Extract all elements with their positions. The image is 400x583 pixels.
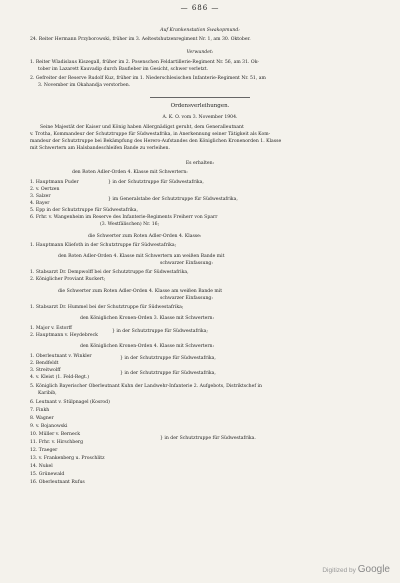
brace-note: } in der Schutztruppe für Südwestafrika,: [120, 371, 216, 376]
list-item: 5. Epp in der Schutztruppe für Südwestafrika,: [30, 208, 139, 213]
list-item: 6. Leutnant v. Stülpnagel (Kosrod): [30, 400, 110, 405]
heading-roter-adler-band-sub: schwarzer Einfassung:: [160, 261, 213, 266]
entry-24: 24. Reiter Hermann Przyborowski, früher im 3. Aeltestshutzenregiment Nr. 1, am 30. Oktober.: [30, 37, 251, 42]
brace-note: } im Generalstabe der Schutztruppe für Südwestafrika,: [108, 197, 238, 202]
list-item: 14. Nukel: [30, 464, 53, 469]
list-item-cont: (3. Westfälischen) Nr. 16;: [100, 222, 160, 227]
list-item: 7. Finkh: [30, 408, 50, 413]
list-item: 5. Königlich Bayerischer Oberleutnant Kuhn der Landwehr-Infanterie 2. Aufgebots, Distriktschef in: [30, 384, 262, 389]
es-erhalten: Es erhalten:: [185, 161, 215, 166]
list-item: 2. v. Oertzen: [30, 187, 60, 192]
list-item: 3. Streitwolff: [30, 368, 61, 373]
list-item: 3. Salzer: [30, 194, 51, 199]
section-heading-krankenstation: Auf Krankenstation Swakopmund:: [160, 28, 240, 33]
list-item: 13. v. Frankenberg u. Proschlitz: [30, 456, 105, 461]
list-item: 16. Oberleutnant Rufus: [30, 480, 85, 485]
heading-krone-4: den Königlichen Kronen-Orden 4. Klasse mit Schwertern:: [80, 344, 215, 349]
brace-note: } in der Schutztruppe für Südwestafrika.: [160, 436, 256, 441]
list-item: 2. Bendfeldt: [30, 361, 59, 366]
heading-roter-adler-band: den Roten Adler-Orden 4. Klasse mit Schwertern am weißen Bande mit: [58, 254, 225, 259]
list-item: 4. Bayer: [30, 201, 50, 206]
google-logo: Google: [357, 564, 390, 575]
list-item: 2. Königlicher Proviant Ruckert;: [30, 277, 106, 282]
list-item: 4. v. Kleist (1. Feld-Regt.): [30, 375, 90, 380]
heading-schwerter-band: die Schwerter zum Roten Adler-Orden 4. Klasse am weißen Bande mit: [58, 289, 223, 294]
heading-roter-adler-4: den Roten Adler-Orden 4. Klasse mit Schwertern:: [72, 170, 188, 175]
page-number: — 686 —: [180, 4, 220, 12]
date-line: A. K. O. vom 3. November 1904.: [162, 115, 238, 120]
intro-line-3: mandeur der Schutztruppe bei Bekämpfung des Herero-Aufstandes den Königlichen Kronenorden 1. Klasse: [30, 139, 282, 144]
intro-line-2: v. Trotha, Kommandeur der Schutztruppe für Südwestafrika, in Anerkennung seiner Tätigkeit als Kom-: [30, 132, 271, 137]
entry-w2: 2. Gefreiter der Reserve Rudolf Kuz, früher im 1. Niederschlesischen Infanterie-Regiment Nr. 51, am: [30, 76, 266, 81]
list-item: 1. Oberleutnant v. Winkler: [30, 354, 92, 359]
list-item: 8. Wagner: [30, 416, 54, 421]
list-item: 1. Hauptmann Kliefoth in der Schutztruppe für Südwestafrika;: [30, 243, 177, 248]
list-item: 12. Traeger: [30, 448, 58, 453]
digitized-by-watermark: [322, 564, 390, 575]
intro-line-1: Seine Majestät der Kaiser und König haben Allergnädigst geruht, dem Generalleutnant: [40, 125, 244, 130]
section-heading-verwundet: Verwundet:: [186, 50, 214, 55]
list-item: 15. Grünewald: [30, 472, 65, 477]
brace-note: } in der Schutztruppe für Südwestafrika;: [112, 329, 208, 334]
list-item: 1. Hauptmann Puder: [30, 180, 79, 185]
heading-schwerter-band-sub: schwarzer Einfassung:: [160, 296, 213, 301]
list-item: 1. Major v. Estorff: [30, 326, 72, 331]
intro-line-4: mit Schwertern am Halsbandeschleifen Bande zu verleihen.: [30, 146, 170, 151]
brace-note: } in der Schutztruppe für Südwestafrika,: [108, 180, 204, 185]
brace-note: } in der Schutztruppe für Südwestafrika,: [120, 356, 216, 361]
heading-krone-3: den Königlichen Kronen-Orden 3. Klasse mit Schwertern:: [80, 316, 215, 321]
list-item: 9. v. Bojanowski: [30, 424, 68, 429]
entry-w1-cont: tober im Lazarett Kauvadip durch Baufieber im Gesicht, schwer verletzt.: [38, 67, 209, 72]
entry-w2-cont: 3. November im Okahandja verstorben.: [38, 83, 131, 88]
ordens-title: Ordensverleihungen.: [170, 103, 230, 109]
list-item: 10. Müller v. Berneck: [30, 432, 81, 437]
list-item: 11. Frhr. v. Hirschberg: [30, 440, 84, 445]
entry-w1: 1. Reiter Wladislaus Kiszegall, früher im 2. Posenschen Feldartillerie-Regiment Nr. 56, am 31. Ok-: [30, 60, 259, 65]
divider: [150, 97, 250, 98]
watermark-prefix: Digitized by: [322, 567, 356, 574]
list-item: 1. Stabsarzt Dr. Dempwolff bei der Schutztruppe für Südwestafrika,: [30, 270, 189, 275]
list-item-cont: Karibib,: [38, 391, 57, 396]
list-item: 2. Hauptmann v. Heydebreck: [30, 333, 98, 338]
list-item: 1. Stabsarzt Dr. Hummel bei der Schutztruppe für Südwestafrika;: [30, 305, 184, 310]
list-item: 6. Frhr. v. Wangenheim im Reserve des Infanterie-Regiments Freiherr von Sparr: [30, 215, 218, 220]
heading-schwerter: die Schwerter zum Roten Adler-Orden 4. Klasse:: [88, 234, 202, 239]
